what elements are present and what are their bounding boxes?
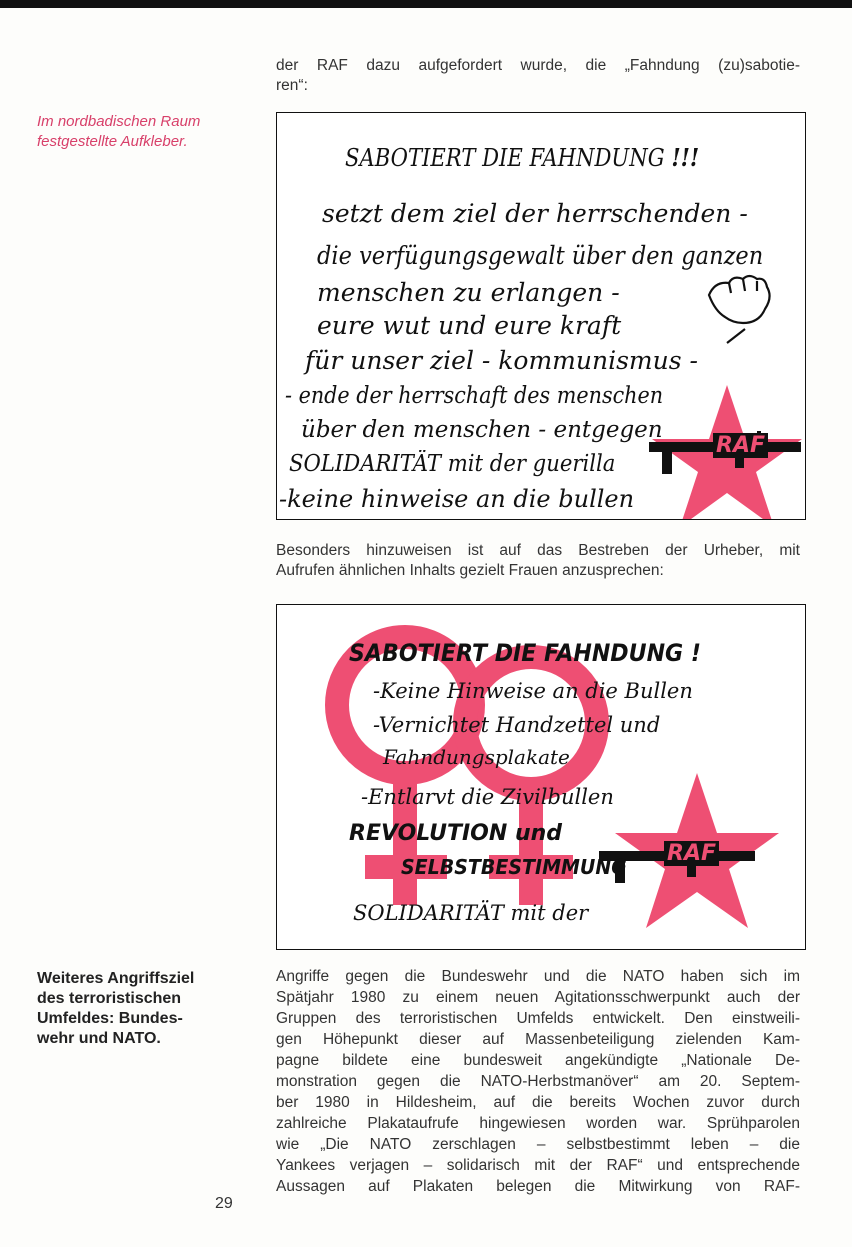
raf-logo: RAF (664, 841, 719, 866)
sticker-2 (276, 604, 806, 950)
sticker-1-line-2: die verfügungsgewalt über den ganzen (317, 241, 764, 270)
page-number: 29 (215, 1195, 233, 1212)
sticker-2-solidaritaet: SOLIDARITÄT mit der (353, 901, 589, 925)
sticker-1-line-6: - ende der herrschaft des menschen (285, 383, 664, 409)
sticker-1-line-4: eure wut und eure kraft (317, 311, 622, 340)
raised-fist-icon (709, 276, 770, 343)
sticker-1-line-7: über den menschen - entgegen (301, 417, 663, 443)
sticker-2-revolution: REVOLUTION und (349, 821, 563, 846)
sticker-1-line-5: für unser ziel - kommunismus - (305, 346, 698, 375)
side-heading: Weiteres Angriffsziel des terroristischen Umfeldes: Bundes- wehr und NATO. (37, 970, 195, 1047)
sticker-1-line-9: -keine hinweise an die bullen (279, 485, 635, 513)
sticker-2-line-1: -Keine Hinweise an die Bullen (373, 679, 693, 703)
intro-line-1: der RAF dazu aufgefordert wurde, die „Fahndung (zu)sabotie- (276, 57, 800, 74)
sticker-1 (276, 112, 806, 520)
sticker-1-title: SABOTIERT DIE FAHNDUNG !!! (345, 143, 700, 172)
raf-logo: RAF (713, 433, 768, 458)
sticker-2-line-3: Fahndungsplakate (383, 745, 570, 769)
margin-note: Im nordbadischen Raum festgestellte Aufkleber. (37, 113, 201, 150)
sticker-1-line-8: SOLIDARITÄT mit der guerilla (289, 451, 616, 477)
top-border (0, 0, 852, 8)
sticker-1-line-1: setzt dem ziel der herrschenden - (322, 199, 748, 228)
sticker-1-line-3: menschen zu erlangen - (317, 278, 620, 307)
sticker-2-line-2: -Vernichtet Handzettel und (373, 713, 661, 737)
sticker-2-selbstbestimmung: SELBSTBESTIMMUNG (401, 855, 627, 879)
mid-line-2: Aufrufen ähnlichen Inhalts gezielt Frauen anzusprechen: (276, 562, 664, 579)
mid-line-1: Besonders hinzuweisen ist auf das Bestreben der Urheber, mit (276, 542, 800, 559)
sticker-2-title: SABOTIERT DIE FAHNDUNG ! (349, 639, 701, 667)
intro-line-2: ren“: (276, 77, 308, 94)
sticker-2-line-4: -Entlarvt die Zivilbullen (361, 785, 614, 809)
